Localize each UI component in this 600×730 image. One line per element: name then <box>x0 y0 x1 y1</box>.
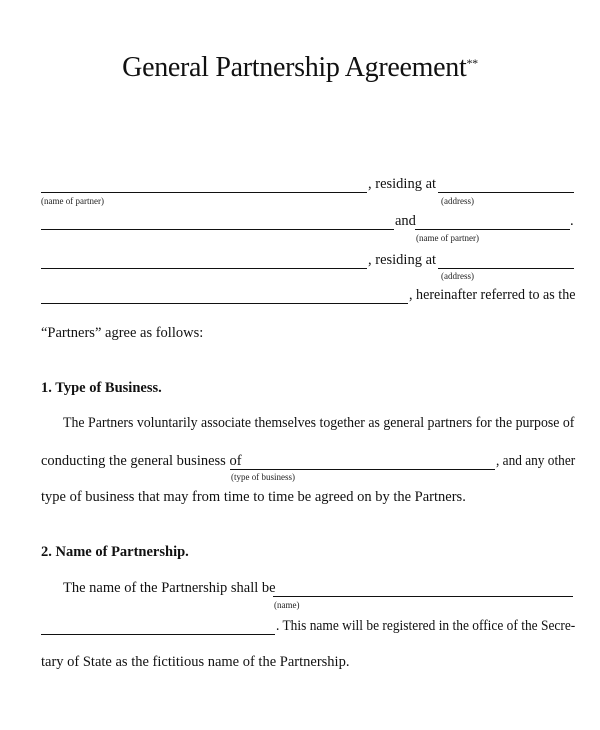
partner-2-name-blank[interactable] <box>415 229 570 230</box>
residing-at-1: , residing at <box>368 176 437 192</box>
title-mark: ** <box>466 56 478 70</box>
type-of-business-blank[interactable] <box>230 469 495 470</box>
partnership-name-continued-blank[interactable] <box>41 634 275 635</box>
address-label-1: (address) <box>441 196 474 206</box>
section-1-line-1: The Partners voluntarily associate themselves together as general partners for the purpose of <box>63 415 575 431</box>
title-text: General Partnership Agreement <box>122 52 467 83</box>
line2-end: . <box>570 213 574 229</box>
section-1-heading: 1. Type of Business. <box>41 380 162 396</box>
section-2-line-2: . This name will be registered in the office of the Secre- <box>276 618 576 634</box>
section-2-line-1: The name of the Partnership shall be <box>63 580 276 596</box>
section-1-line-2-end: , and any other <box>496 453 576 469</box>
name-of-partner-label-2: (name of partner) <box>416 233 479 243</box>
partnership-name-blank[interactable] <box>273 596 573 597</box>
type-of-business-label: (type of business) <box>231 472 295 482</box>
residing-at-2: , residing at <box>368 252 437 268</box>
address-label-2: (address) <box>441 271 474 281</box>
partner-2-address-blank[interactable] <box>41 268 367 269</box>
partners-agree-text: “Partners” agree as follows: <box>41 325 204 341</box>
name-of-partner-label-1: (name of partner) <box>41 196 104 206</box>
section-1-line-3: type of business that may from time to time be agreed on by the Partners. <box>41 489 466 505</box>
and-word: and <box>395 213 416 229</box>
partner-1-address-blank[interactable] <box>438 192 574 193</box>
section-1-line-2-start: conducting the general business of <box>41 453 242 469</box>
partner-2-address-line-blank[interactable] <box>41 303 408 304</box>
section-2-heading: 2. Name of Partnership. <box>41 544 189 560</box>
hereinafter-text: , hereinafter referred to as the <box>409 287 576 303</box>
partner-1-address-line-blank[interactable] <box>41 229 394 230</box>
section-2-line-3: tary of State as the fictitious name of the Partnership. <box>41 654 350 670</box>
name-label: (name) <box>274 600 300 610</box>
partner-2-residence-blank[interactable] <box>438 268 574 269</box>
partner-1-name-blank[interactable] <box>41 192 367 193</box>
document-title <box>0 52 600 84</box>
